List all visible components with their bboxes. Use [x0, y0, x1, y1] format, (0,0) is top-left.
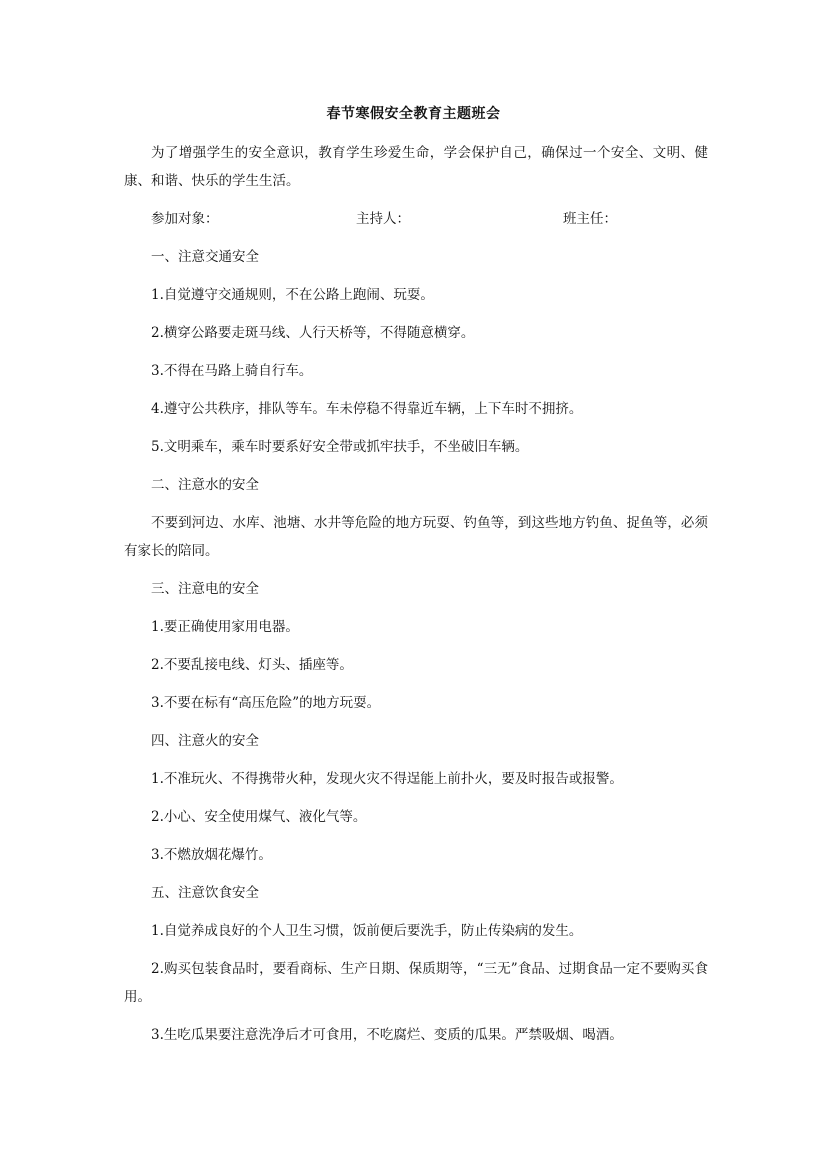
document-title: 春节寒假安全教育主题班会 — [326, 106, 501, 122]
section-heading-food: 五、注意饮食安全 — [151, 885, 259, 901]
participants-host-label: 主持人： — [356, 211, 410, 227]
section-item: 3.不要在标有“高压危险”的地方玩耍。 — [151, 695, 381, 711]
section-item: 3.不燃放烟花爆竹。 — [151, 847, 272, 863]
intro-paragraph: 为了增强学生的安全意识，教育学生珍爱生命，学会保护自己，确保过一个安全、文明、健康、和谐、快乐的学生生活。 — [124, 145, 708, 189]
section-heading-traffic: 一、注意交通安全 — [151, 249, 259, 265]
participants-target-label: 参加对象： — [151, 211, 219, 227]
section-item: 1.自觉遵守交通规则，不在公路上跑闹、玩耍。 — [151, 287, 434, 303]
section-item: 4.遵守公共秩序，排队等车。车未停稳不得靠近车辆，上下车时不拥挤。 — [151, 401, 583, 417]
section-item: 2.购买包装食品时，要看商标、生产日期、保质期等，“三无”食品、过期食品一定不要购买食用。 — [124, 961, 708, 1005]
section-item: 5.文明乘车，乘车时要系好安全带或抓牢扶手，不坐破旧车辆。 — [151, 439, 529, 455]
section-heading-electricity: 三、注意电的安全 — [151, 581, 259, 597]
section-item: 1.不准玩火、不得携带火种，发现火灾不得逞能上前扑火，要及时报告或报警。 — [151, 771, 623, 787]
document-body — [124, 139, 708, 1059]
section-item: 2.小心、安全使用煤气、液化气等。 — [151, 809, 367, 825]
section-item: 3.不得在马路上骑自行车。 — [151, 363, 313, 379]
section-item: 2.不要乱接电线、灯头、插座等。 — [151, 657, 353, 673]
section-item: 不要到河边、水库、池塘、水井等危险的地方玩耍、钓鱼等，到这些地方钓鱼、捉鱼等，必须有家长的陪同。 — [124, 515, 708, 559]
section-heading-fire: 四、注意火的安全 — [151, 733, 259, 749]
participants-teacher-label: 班主任： — [563, 211, 617, 227]
section-item: 2.横穿公路要走斑马线、人行天桥等，不得随意横穿。 — [151, 325, 475, 341]
section-item: 1.自觉养成良好的个人卫生习惯，饭前便后要洗手，防止传染病的发生。 — [151, 923, 583, 939]
section-item: 1.要正确使用家用电器。 — [151, 619, 299, 635]
participants-row — [124, 205, 708, 233]
section-heading-water: 二、注意水的安全 — [151, 477, 259, 493]
section-item: 3.生吃瓜果要注意洗净后才可食用，不吃腐烂、变质的瓜果。严禁吸烟、喝酒。 — [151, 1027, 623, 1043]
